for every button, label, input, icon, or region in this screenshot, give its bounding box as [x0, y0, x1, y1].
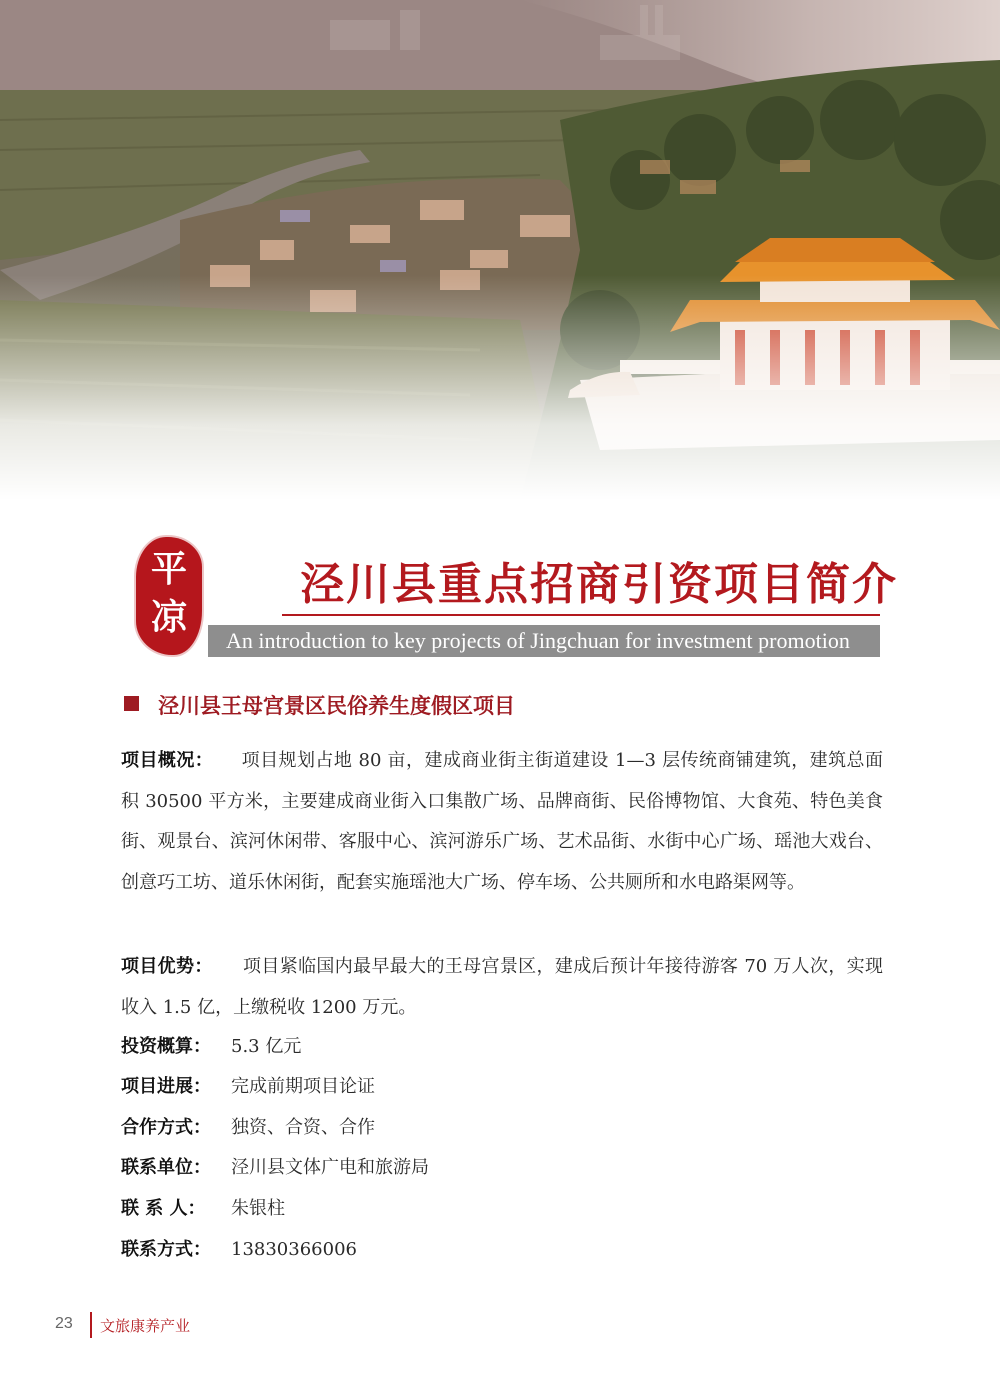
temple-landscape-illustration	[0, 0, 1000, 500]
page-title: 泾川县重点招商引资项目简介	[300, 559, 898, 610]
footer-section-label: 文旅康养产业	[100, 1317, 191, 1335]
title-divider	[282, 614, 880, 616]
field-label: 联系方式：	[121, 1239, 211, 1260]
heading-bullet-icon	[124, 696, 139, 711]
project-title: 泾川县王母宫景区民俗养生度假区项目	[158, 693, 515, 718]
overview-label: 项目概况：	[121, 750, 214, 771]
field-contact-unit	[121, 1148, 429, 1188]
field-cooperation	[121, 1108, 375, 1148]
hero-photo	[0, 0, 1000, 500]
footer-divider	[90, 1312, 92, 1338]
field-label: 合作方式：	[121, 1117, 211, 1138]
field-value: 独资、合资、合作	[231, 1117, 375, 1138]
seal-char-1: 平	[150, 548, 187, 590]
project-advantage	[121, 947, 883, 1028]
field-label: 联系单位：	[121, 1157, 211, 1178]
field-value: 13830366006	[231, 1239, 357, 1260]
pingliang-seal	[136, 537, 202, 655]
field-contact-phone	[121, 1230, 357, 1270]
project-overview	[121, 741, 883, 903]
page-number: 23	[55, 1315, 73, 1332]
field-value: 完成前期项目论证	[231, 1076, 375, 1097]
field-progress	[121, 1067, 375, 1107]
field-value: 5.3 亿元	[231, 1036, 302, 1057]
field-contact-person	[121, 1189, 285, 1229]
advantage-text: 项目紧临国内最早最大的王母宫景区，建成后预计年接待游客 70 万人次，实现收入 1.5 亿，上缴税收 1200 万元。	[121, 956, 883, 1018]
page-subtitle: An introduction to key projects of Jingchuan for investment promotion	[226, 628, 850, 653]
overview-text: 项目规划占地 80 亩，建成商业街主街道建设 1—3 层传统商铺建筑，建筑总面积 30500 平方米，主要建成商业街入口集散广场、品牌商街、民俗博物馆、大食苑、特色美食街、观景台、滨河休闲带、客服中心、滨河游乐广场、艺术品街、水街中心广场、瑶池大戏台、创意巧工坊、道乐休闲街，配套实施瑶池大广场、停车场、公共厕所和水电路渠网等。	[121, 750, 883, 893]
field-value: 泾川县文体广电和旅游局	[231, 1157, 429, 1178]
advantage-label: 项目优势：	[121, 956, 213, 977]
field-label: 联 系 人：	[121, 1198, 206, 1219]
field-value: 朱银柱	[231, 1198, 285, 1219]
field-label: 项目进展：	[121, 1076, 211, 1097]
field-investment	[121, 1027, 301, 1067]
seal-char-2: 凉	[150, 596, 187, 638]
field-label: 投资概算：	[121, 1036, 211, 1057]
